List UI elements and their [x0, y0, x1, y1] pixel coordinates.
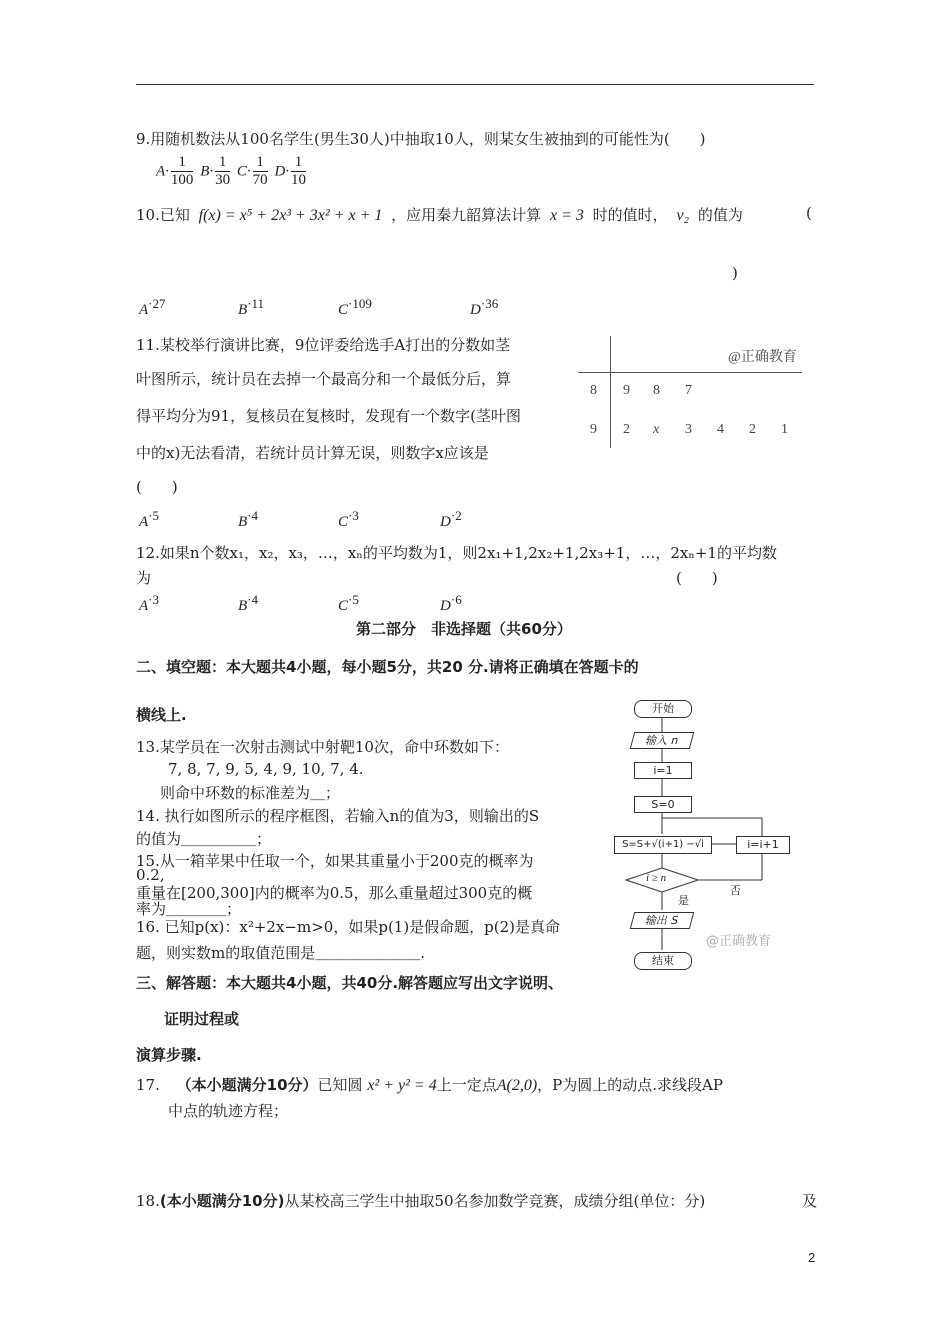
q13-line-1: 13.某学员在一次射击测试中射靶10次，命中环数如下：: [136, 738, 509, 756]
question-9-text: 9.用随机数法从100名学生(男生30人)中抽取10人，则某女生被抽到的可能性为( ): [136, 130, 706, 148]
q16-line-1: 16. 已知p(x)：x²+2x−m>0，如果p(1)是假命题，p(2)是真命: [136, 918, 561, 936]
flow-update-s: S=S+√(i+1) −√i: [614, 836, 712, 854]
q12-paren: ( ): [676, 569, 718, 587]
q15-line-2: 0.2,: [136, 866, 165, 884]
q10-formula: f(x) = x⁵ + 2x³ + 3x² + x + 1: [198, 207, 383, 224]
q11-line-1: 11.某校举行演讲比赛，9位评委给选手A打出的分数如茎: [136, 336, 511, 354]
q12-option-a: $A^{\cdot 3}$: [139, 592, 160, 614]
q12-line-2: 为: [136, 569, 152, 587]
flowchart: [610, 696, 800, 976]
leaf: 7: [685, 383, 692, 398]
q13-line-3: 则命中环数的标准差为＿；: [160, 784, 341, 802]
q9-option-b-fraction: $\frac{1}{30}$: [215, 154, 231, 188]
q10-option-c: $C^{\cdot 109}$: [338, 296, 372, 318]
q11-option-c: $C^{\cdot 3}$: [338, 508, 359, 530]
stem-leaf-plot: [578, 336, 802, 448]
q10-paren-open: (: [806, 204, 812, 222]
q13-data: 7, 8, 7, 9, 5, 4, 9, 10, 7, 4.: [168, 760, 364, 778]
q11-line-5: ( ): [136, 478, 178, 496]
leaf: 2: [623, 422, 630, 437]
q11-option-a: $A^{\cdot 5}$: [139, 508, 160, 530]
flow-input: 输入 n: [630, 732, 695, 749]
q9-option-a-fraction: $\frac{1}{100}$: [170, 154, 194, 188]
q14-line-1: 14. 执行如图所示的程序框图，若输入n的值为3，则输出的S: [136, 807, 540, 825]
q10-option-a: $A^{\cdot 27}$: [139, 296, 166, 318]
leaf: 4: [717, 422, 724, 437]
q11-line-4: 中的x)无法看清，若统计员计算无误，则数字x应该是: [136, 444, 489, 462]
section2-line-2: 横线上.: [136, 706, 187, 724]
q10-option-b: $B^{\cdot 11}$: [238, 296, 265, 318]
q9-option-b-label: B·: [200, 163, 214, 180]
stem-9: 9: [590, 422, 597, 437]
q16-line-2: 题，则实数m的取值范围是＿＿＿＿＿＿＿.: [136, 944, 425, 962]
leaf: 3: [685, 422, 692, 437]
flow-start: 开始: [634, 700, 692, 718]
q9-option-a-label: A·: [156, 163, 169, 180]
leaf: 9: [623, 383, 630, 398]
flow-no: 否: [730, 884, 741, 897]
section2-line-1: 二、填空题：本大题共4小题，每小题5分，共20 分.请将正确填在答题卡的: [136, 658, 639, 676]
q10-x-value: x = 3: [549, 207, 584, 224]
flow-end: 结束: [634, 952, 692, 970]
flow-condition: i ≥ n: [646, 872, 667, 884]
leaf: 8: [653, 383, 660, 398]
q9-option-c-fraction: $\frac{1}{70}$: [252, 154, 268, 188]
page-number: 2: [808, 1250, 816, 1265]
q12-line-1: 12.如果n个数x₁，x₂，x₃，…，xₙ的平均数为1，则2x₁+1,2x₂+1,2x₃+1，…，2xₙ+1的平均数: [136, 544, 777, 562]
flow-update-i: i=i+1: [736, 836, 790, 854]
q11-line-2: 叶图所示，统计员在去掉一个最高分和一个最低分后，算: [136, 370, 512, 388]
section3-line-1: 三、解答题：本大题共4小题，共40分.解答题应写出文字说明、: [136, 974, 564, 992]
q12-option-b: $B^{\cdot 4}$: [238, 592, 259, 614]
q14-line-2: 的值为＿＿＿＿＿；: [136, 830, 272, 848]
q10-v2: v₂: [676, 207, 690, 224]
q15-line-3: 重量在[200,300]内的概率为0.5，那么重量超过300克的概: [136, 884, 533, 902]
flow-init-i: i=1: [634, 762, 692, 779]
q17-line-2: 中点的轨迹方程；: [168, 1102, 289, 1120]
leaf: 2: [749, 422, 756, 437]
section3-line-3: 演算步骤.: [136, 1046, 202, 1064]
stem-8: 8: [590, 383, 597, 398]
flow-yes: 是: [678, 894, 689, 907]
q10-paren-close: ): [732, 264, 738, 282]
q17-equation: x² + y² = 4: [367, 1077, 437, 1094]
q10-option-d: $D^{\cdot 36}$: [470, 296, 499, 318]
header-rule: [136, 84, 814, 85]
section3-line-2: 证明过程或: [164, 1010, 240, 1028]
question-9-options: [156, 154, 308, 189]
q11-option-b: $B^{\cdot 4}$: [238, 508, 259, 530]
q11-line-3: 得平均分为91，复核员在复核时，发现有一个数字(茎叶图: [136, 407, 521, 425]
flow-watermark: @正确教育: [706, 934, 772, 949]
flow-output: 输出 S: [630, 912, 695, 929]
leaf-x: x: [653, 422, 660, 437]
question-10-text: 10.已知 f(x) = x⁵ + 2x³ + 3x² + x + 1 ，应用秦九韶算法计算 x = 3 时的值时， v₂ 的值为: [136, 206, 743, 224]
q18-line-1: 18.(本小题满分10分)从某校高三学生中抽取50名参加数学竞赛，成绩分组(单位：分): [136, 1192, 706, 1210]
q9-option-d-fraction: $\frac{1}{10}$: [291, 154, 307, 188]
q9-option-c-label: C·: [236, 163, 251, 180]
q15-line-1: 15.从一箱苹果中任取一个，如果其重量小于200克的概率为: [136, 852, 534, 870]
q9-option-d-label: D·: [274, 163, 290, 180]
flow-init-s: S=0: [634, 796, 692, 813]
q11-watermark: @正确教育: [728, 350, 797, 365]
q12-option-c: $C^{\cdot 5}$: [338, 592, 359, 614]
q11-option-d: $D^{\cdot 2}$: [440, 508, 462, 530]
q18-end: 及: [802, 1192, 818, 1210]
q17-line-1: 17. （本小题满分10分）已知圆 x² + y² = 4上一定点A(2,0)，P为圆上的动点.求线段AP: [136, 1076, 723, 1094]
q12-option-d: $D^{\cdot 6}$: [440, 592, 462, 614]
part2-title: 第二部分 非选择题（共60分）: [356, 620, 572, 638]
q15-line-4: 率为＿＿＿＿；: [136, 900, 242, 918]
leaf: 1: [781, 422, 788, 437]
q17-point: A(2,0): [496, 1077, 538, 1094]
